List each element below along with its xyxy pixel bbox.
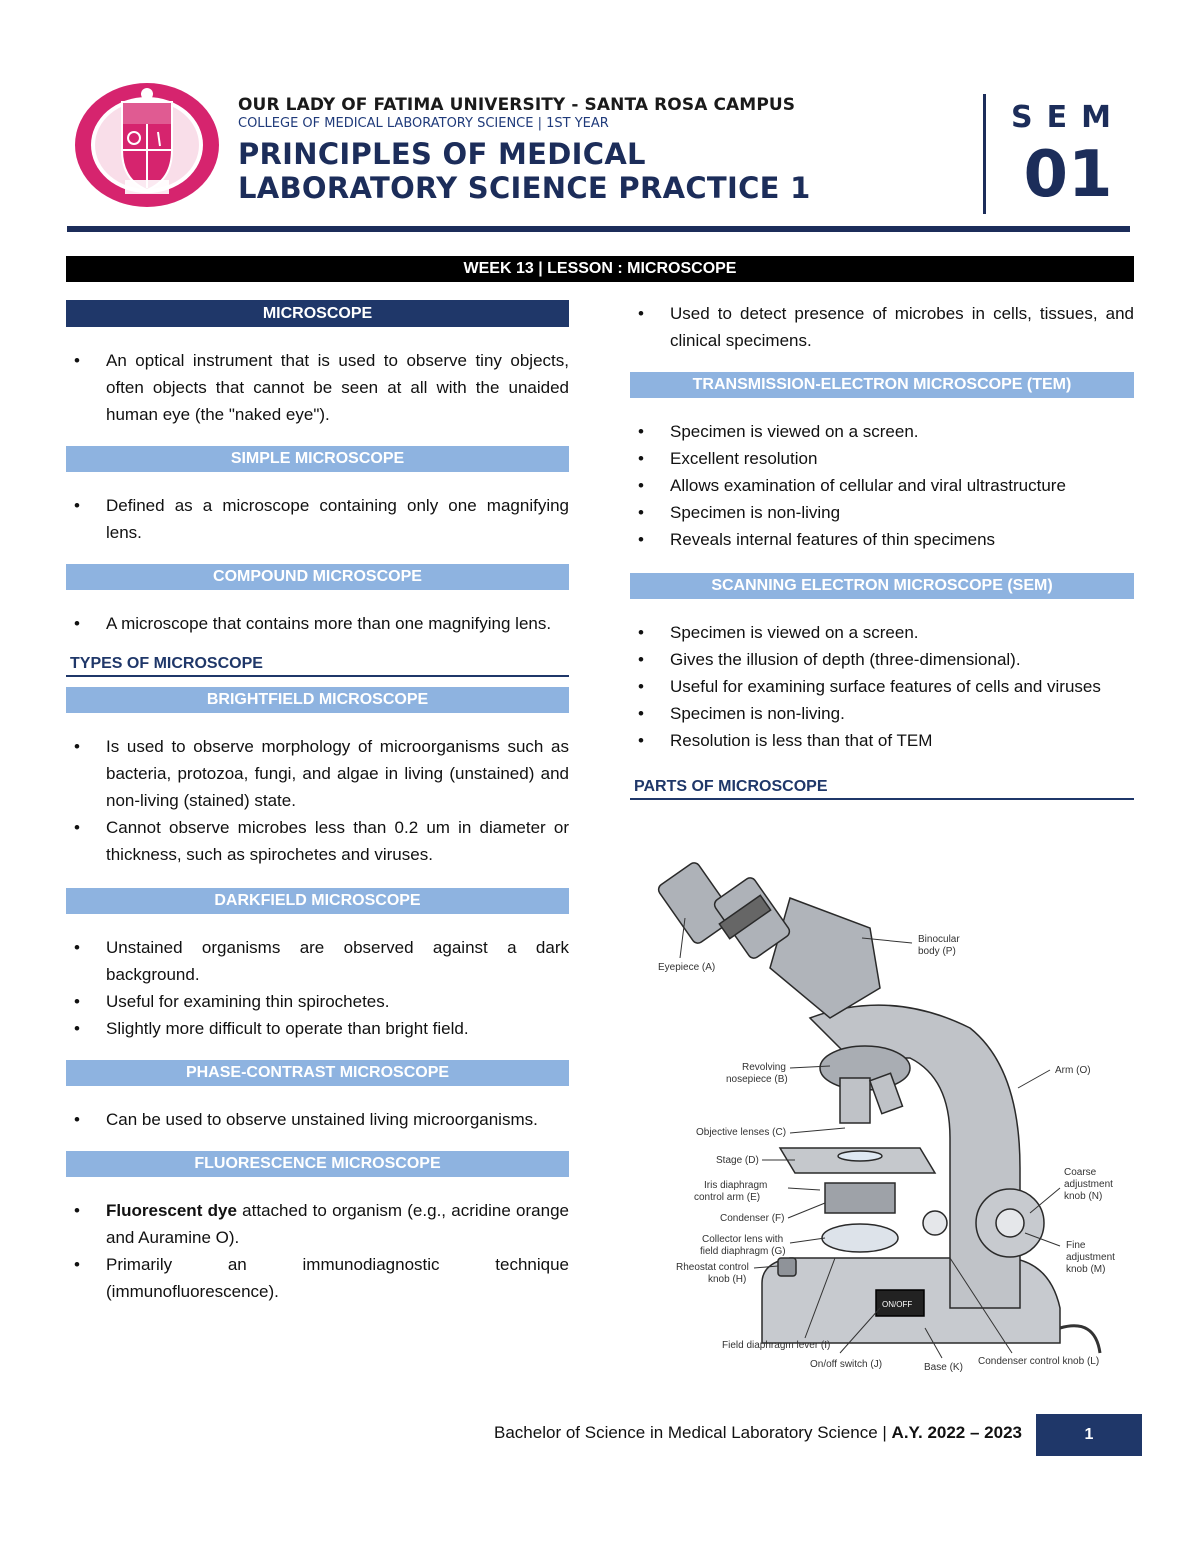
label-objective: Objective lenses (C) bbox=[696, 1127, 787, 1138]
microscope-diagram bbox=[650, 838, 1115, 1378]
label-fine-2: adjustment bbox=[1066, 1252, 1115, 1263]
header-text-block bbox=[238, 95, 978, 205]
right-column bbox=[630, 300, 1134, 800]
label-coarse: Coarse bbox=[1064, 1167, 1097, 1178]
left-column bbox=[66, 300, 569, 1305]
section-simple-heading: SIMPLE MICROSCOPE bbox=[66, 446, 569, 472]
label-iris: Iris diaphragm bbox=[704, 1180, 768, 1191]
label-rheostat-2: knob (H) bbox=[708, 1274, 747, 1285]
section-compound-heading: COMPOUND MICROSCOPE bbox=[66, 564, 569, 590]
list-item: • Cannot observe microbes less than 0.2 um in diameter or thickness, such as spirochetes and viruses. bbox=[66, 814, 569, 868]
list-item: • Used to detect presence of microbes in cells, tissues, and clinical specimens. bbox=[630, 300, 1134, 354]
list-item: • Useful for examining thin spirochetes. bbox=[66, 988, 569, 1015]
label-fine: Fine bbox=[1066, 1240, 1086, 1251]
fluorescence-bullets-continued bbox=[630, 300, 1134, 354]
bold-term: Fluorescent dye bbox=[106, 1201, 237, 1220]
list-item: • Excellent resolution bbox=[630, 445, 1134, 472]
label-iris-2: control arm (E) bbox=[694, 1192, 761, 1203]
semester-number: 01 bbox=[1023, 138, 1113, 212]
label-condenser-knob: Condenser control knob (L) bbox=[978, 1356, 1100, 1367]
label-arm: Arm (O) bbox=[1055, 1065, 1091, 1076]
sem-bullets bbox=[630, 619, 1134, 754]
list-item: • Unstained organisms are observed against a dark background. bbox=[66, 934, 569, 988]
section-tem-heading: TRANSMISSION-ELECTRON MICROSCOPE (TEM) bbox=[630, 372, 1134, 398]
label-rheostat: Rheostat control bbox=[676, 1262, 749, 1273]
section-brightfield-heading: BRIGHTFIELD MICROSCOPE bbox=[66, 687, 569, 713]
fluorescence-bullets bbox=[66, 1197, 569, 1305]
page-number: 1 bbox=[1036, 1414, 1142, 1456]
header-rule bbox=[67, 226, 1130, 232]
list-item: • Resolution is less than that of TEM bbox=[630, 727, 1134, 754]
list-item: • A microscope that contains more than one magnifying lens. bbox=[66, 610, 569, 637]
course-title-line1: PRINCIPLES OF MEDICAL bbox=[238, 137, 646, 171]
label-coarse-2: adjustment bbox=[1064, 1179, 1113, 1190]
tem-bullets bbox=[630, 418, 1134, 553]
list-item: • Is used to observe morphology of microorganisms such as bacteria, protozoa, fungi, and algae in living (unstained) and non-living (stained) state. bbox=[66, 733, 569, 814]
parts-of-microscope-heading: PARTS OF MICROSCOPE bbox=[630, 774, 1134, 800]
label-binocular: Binocular bbox=[918, 934, 960, 945]
list-item: • Allows examination of cellular and viral ultrastructure bbox=[630, 472, 1134, 499]
label-fine-3: knob (M) bbox=[1066, 1264, 1106, 1275]
list-item: • Slightly more difficult to operate than bright field. bbox=[66, 1015, 569, 1042]
label-base: Base (K) bbox=[924, 1362, 963, 1373]
label-onoff: On/off switch (J) bbox=[810, 1359, 883, 1370]
course-title-line2: LABORATORY SCIENCE PRACTICE 1 bbox=[238, 171, 811, 205]
list-item: • Defined as a microscope containing only one magnifying lens. bbox=[66, 492, 569, 546]
compound-bullets bbox=[66, 610, 569, 637]
list-item bbox=[66, 1197, 569, 1251]
label-eyepiece: Eyepiece (A) bbox=[658, 962, 716, 973]
academic-year: A.Y. 2022 – 2023 bbox=[891, 1423, 1022, 1442]
footer-program bbox=[300, 1423, 1022, 1443]
week-lesson-bar: WEEK 13 | LESSON : MICROSCOPE bbox=[66, 256, 1134, 282]
label-revolving: Revolving bbox=[742, 1062, 786, 1073]
section-phase-contrast-heading: PHASE-CONTRAST MICROSCOPE bbox=[66, 1060, 569, 1086]
section-fluorescence-heading: FLUORESCENCE MICROSCOPE bbox=[66, 1151, 569, 1177]
list-item: • Specimen is non-living. bbox=[630, 700, 1134, 727]
list-item: • Reveals internal features of thin specimens bbox=[630, 526, 1134, 553]
section-microscope-heading: MICROSCOPE bbox=[66, 300, 569, 327]
label-revolving-2: nosepiece (B) bbox=[726, 1074, 788, 1085]
bullet-text: attached to organism (e.g., acridine orange and Auramine O). bbox=[106, 1201, 569, 1247]
switch-label: ON/OFF bbox=[882, 1300, 913, 1309]
university-name: OUR LADY OF FATIMA UNIVERSITY - SANTA ROSA CAMPUS bbox=[238, 95, 796, 115]
list-item: • Useful for examining surface features of cells and viruses bbox=[630, 673, 1134, 700]
semester-label: SEM bbox=[1011, 100, 1125, 135]
label-field-lever: Field diaphragm lever (I) bbox=[722, 1340, 831, 1351]
list-item: • An optical instrument that is used to observe tiny objects, often objects that cannot be seen at all with the unaided human eye (the "naked eye"). bbox=[66, 347, 569, 428]
label-collector-2: field diaphragm (G) bbox=[700, 1246, 786, 1257]
program-name: Bachelor of Science in Medical Laboratory Science | bbox=[494, 1423, 892, 1442]
course-title bbox=[238, 137, 978, 205]
label-collector: Collector lens with bbox=[702, 1234, 784, 1245]
list-item: • Specimen is viewed on a screen. bbox=[630, 418, 1134, 445]
label-coarse-3: knob (N) bbox=[1064, 1191, 1103, 1202]
list-item: • Specimen is non-living bbox=[630, 499, 1134, 526]
label-binocular-2: body (P) bbox=[918, 946, 956, 957]
university-logo bbox=[72, 80, 222, 210]
bullet-text: Primarily an immunodiagnostic technique bbox=[106, 1255, 569, 1274]
bullet-text: (immunofluorescence). bbox=[106, 1282, 279, 1301]
brightfield-bullets bbox=[66, 733, 569, 868]
label-stage: Stage (D) bbox=[716, 1155, 759, 1166]
types-of-microscope-heading: TYPES OF MICROSCOPE bbox=[66, 651, 569, 677]
list-item: • Specimen is viewed on a screen. bbox=[630, 619, 1134, 646]
list-item: • Gives the illusion of depth (three-dimensional). bbox=[630, 646, 1134, 673]
section-sem-heading: SCANNING ELECTRON MICROSCOPE (SEM) bbox=[630, 573, 1134, 599]
college-name: COLLEGE OF MEDICAL LABORATORY SCIENCE | 1ST YEAR bbox=[238, 116, 609, 131]
section-darkfield-heading: DARKFIELD MICROSCOPE bbox=[66, 888, 569, 914]
list-item: • Can be used to observe unstained living microorganisms. bbox=[66, 1106, 569, 1133]
phase-contrast-bullets bbox=[66, 1106, 569, 1133]
header-divider bbox=[983, 94, 986, 214]
simple-bullets bbox=[66, 492, 569, 546]
microscope-bullets bbox=[66, 347, 569, 428]
label-condenser: Condenser (F) bbox=[720, 1213, 785, 1224]
darkfield-bullets bbox=[66, 934, 569, 1042]
list-item bbox=[66, 1251, 569, 1305]
